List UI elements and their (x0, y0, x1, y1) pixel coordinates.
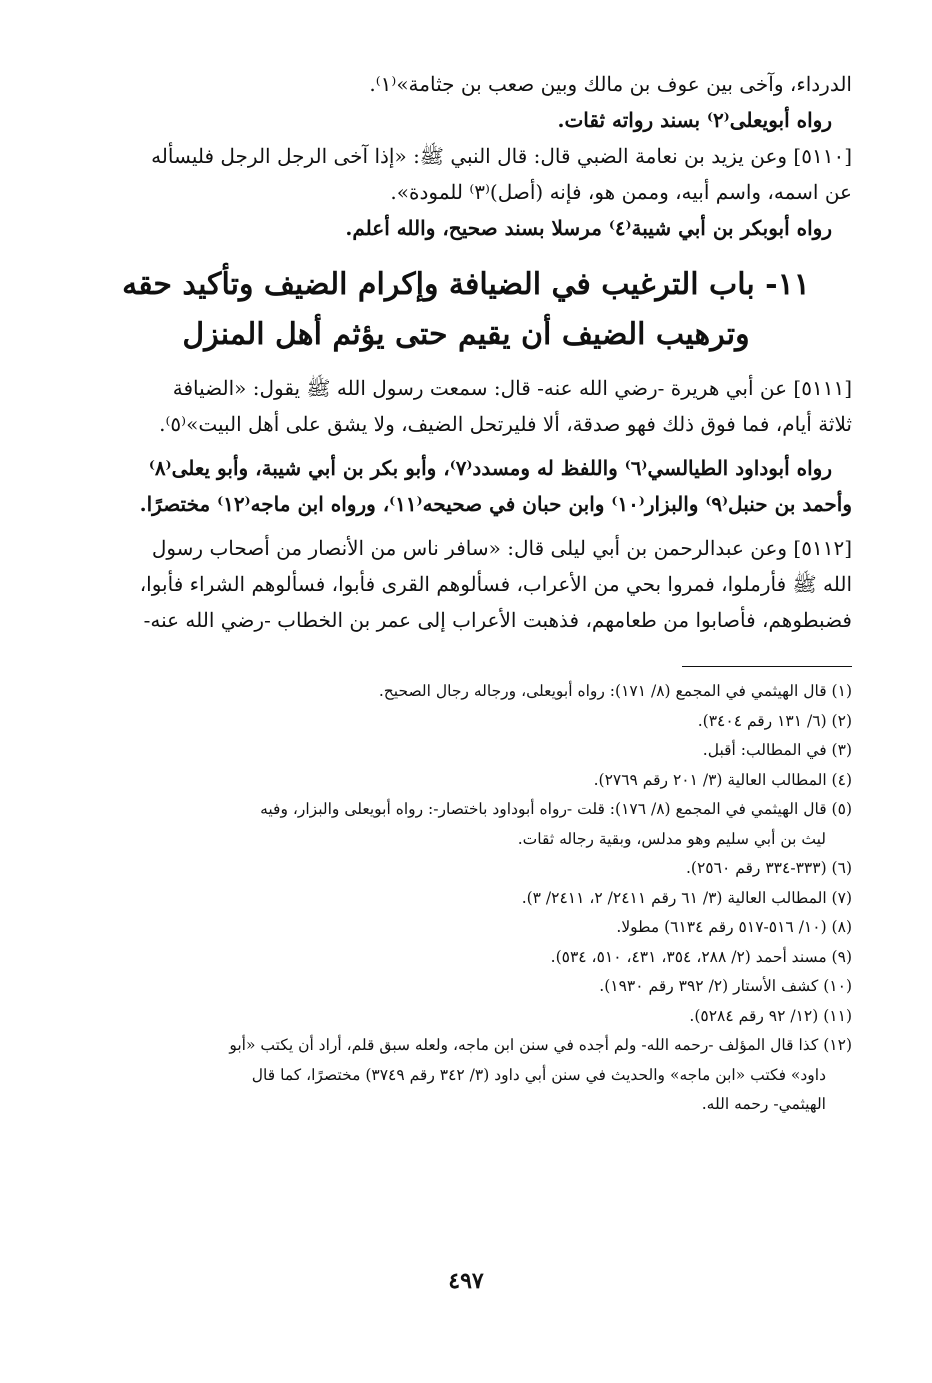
narration-line: رواه أبويعلى⁽٢⁾ بسند رواته ثقات. (557, 108, 832, 132)
page-number: ٤٩٧ (448, 1268, 484, 1294)
footnote-continuation: الهيثمي- رحمه الله. (701, 1095, 826, 1113)
footnote: (٣) في المطالب: أقبل. (702, 741, 852, 759)
text-line: الله ﷺ فأرملوا، فمروا بحي من الأعراب، فسألوهم القرى فأبوا، فسألوهم الشراء فأبوا، (139, 572, 852, 596)
footnote: (٢) (٦/ ١٣١ رقم ٣٤٠٤). (697, 711, 852, 730)
footnote: (٤) المطالب العالية (٣/ ٢٠١ رقم ٢٧٦٩). (593, 770, 852, 789)
book-page (80, 66, 852, 1120)
footnote: (١١) (١٢/ ٩٢ رقم ٥٢٨٤). (689, 1006, 852, 1025)
chapter-title-line-1: ١١- باب الترغيب في الضيافة وإكرام الضيف وتأكيد حقه (122, 267, 810, 302)
main-text-block-2 (80, 370, 852, 638)
footnotes (80, 677, 852, 1120)
narration-line: رواه أبوداود الطيالسي⁽٦⁾ واللفظ له ومسدد⁽٧⁾، وأبو بكر بن أبي شيبة، وأبو يعلى⁽٨⁾ (148, 456, 832, 480)
footnote-continuation: داود» فكتب «ابن ماجه» والحديث في سنن أبي داود (٣/ ٣٤٢ رقم ٣٧٤٩) مختصرًا، كما قال (251, 1065, 826, 1084)
narration-line: رواه أبوبكر بن أبي شيبة⁽٤⁾ مرسلا بسند صحيح، والله أعلم. (345, 216, 832, 240)
footnote: (١) قال الهيثمي في المجمع (٨/ ١٧١): رواه أبويعلى، ورجاله رجال الصحيح. (378, 682, 852, 700)
hadith-5112-line: [٥١١٢] وعن عبدالرحمن بن أبي ليلى قال: «سافر ناس من الأنصار من أصحاب رسول (151, 536, 852, 560)
footnote: (١٢) كذا قال المؤلف -رحمه الله- ولم أجده في سنن ابن ماجه، ولعله سبق قلم، أراد أن يكتب «أبو (229, 1036, 852, 1054)
footnote-separator (682, 666, 852, 667)
footnote: (٧) المطالب العالية (٣/ ٦١ رقم ٢٤١١/ ٢، ٢٤١١/ ٣). (521, 888, 852, 907)
footnote-continuation: ليث بن أبي سليم وهو مدلس، وبقية رجاله ثقات. (517, 829, 826, 848)
hadith-5111-line: [٥١١١] عن أبي هريرة -رضي الله عنه- قال: سمعت رسول الله ﷺ يقول: «الضيافة (172, 376, 852, 400)
footnote: (١٠) كشف الأستار (٢/ ٣٩٢ رقم ١٩٣٠). (599, 977, 852, 995)
footnote: (٩) مسند أحمد (٢/ ٢٨٨، ٣٥٤، ٤٣١، ٥١٠، ٥٣٤). (550, 947, 852, 966)
text-line: ثلاثة أيام، فما فوق ذلك فهو صدقة، ألا فليرتحل الضيف، ولا يشق على أهل البيت»⁽٥⁾. (159, 412, 852, 436)
main-text-block-1 (80, 66, 852, 246)
footnote: (٨) (١٠/ ٥١٦-٥١٧ رقم ٦١٣٤) مطولا. (616, 918, 852, 936)
text-line: فضبطوهم، فأصابوا من طعامهم، فذهبت الأعراب إلى عمر بن الخطاب -رضي الله عنه- (143, 608, 852, 632)
text-line: الدرداء، وآخى بين عوف بن مالك وبين صعب بن جثامة»⁽١⁾. (369, 72, 852, 96)
hadith-5110-line: [٥١١٠] وعن يزيد بن نعامة الضبي قال: قال النبي ﷺ: «إذا آخى الرجل الرجل فليسأله (151, 144, 852, 168)
footnote: (٥) قال الهيثمي في المجمع (٨/ ١٧٦): قلت -رواه أبوداود باختصار-: رواه أبويعلى والبزار، وفيه (260, 800, 852, 818)
footnote: (٦) (٣٣٣-٣٣٤ رقم ٢٥٦٠). (685, 859, 852, 877)
narration-line: وأحمد بن حنبل⁽٩⁾ والبزار⁽١٠⁾ وابن حبان في صحيحه⁽١١⁾، ورواه ابن ماجه⁽١٢⁾ مختصرًا. (139, 492, 852, 516)
chapter-heading (80, 260, 852, 360)
text-line: عن اسمه، واسم أبيه، وممن هو، فإنه (أصل)⁽٣⁾ للمودة». (390, 180, 852, 204)
chapter-title-line-2: وترهيب الضيف أن يقيم حتى يؤثم أهل المنزل (182, 317, 750, 352)
